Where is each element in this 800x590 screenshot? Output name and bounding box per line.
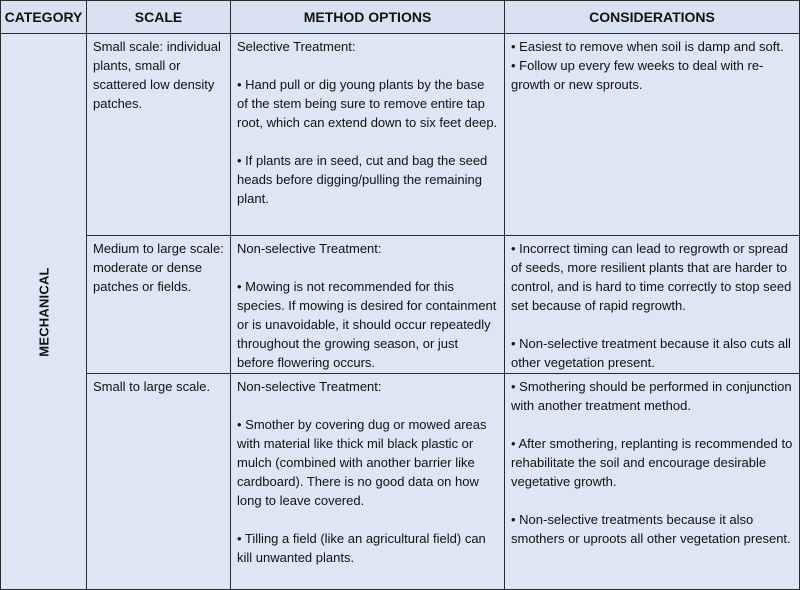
consideration-bullet: • After smothering, replanting is recommended to rehabilitate the soil and encourage desirable vegetative growth. xyxy=(511,436,793,489)
method-bullet: • Smother by covering dug or mowed areas with material like thick mil black plastic or mulch (combined with another barrier like cardboard). There is no good data on how long to leave covered. xyxy=(237,417,487,508)
table-row-2-scale xyxy=(86,235,231,374)
method-heading: Selective Treatment: xyxy=(237,39,356,54)
method-bullet: • If plants are in seed, cut and bag the seed heads before digging/pulling the remaining plant. xyxy=(237,153,488,206)
consideration-bullet: • Non-selective treatments because it also smothers or uproots all other vegetation present. xyxy=(511,512,791,546)
consideration-bullet: • Smothering should be performed in conjunction with another treatment method. xyxy=(511,379,792,413)
method-bullet: • Mowing is not recommended for this species. If mowing is desired for containment or is unavoidable, it should occur repeatedly throughout the growing season, or just before flowering occurs. xyxy=(237,279,497,370)
header-category: CATEGORY xyxy=(0,0,87,34)
table-row-2-method xyxy=(230,235,505,374)
method-heading: Non-selective Treatment: xyxy=(237,241,382,256)
scale-text: Medium to large scale: moderate or dense patches or fields. xyxy=(93,241,224,294)
consideration-bullets: • Easiest to remove when soil is damp and soft. • Follow up every few weeks to deal with re-growth or new sprouts. xyxy=(511,39,784,92)
table-row-3-scale xyxy=(86,373,231,590)
category-cell xyxy=(0,33,87,590)
category-label: MECHANICAL xyxy=(36,266,51,357)
header-considerations: CONSIDERATIONS xyxy=(504,0,800,34)
consideration-bullet: • Non-selective treatment because it also cuts all other vegetation present. xyxy=(511,336,791,370)
table-row-3-considerations xyxy=(504,373,800,590)
scale-text: Small scale: individual plants, small or scattered low density patches. xyxy=(93,39,221,111)
consideration-bullet: • Incorrect timing can lead to regrowth or spread of seeds, more resilient plants that are harder to control, and is hard to time correctly to stop seed set because of rapid regrowth. xyxy=(511,241,792,313)
method-heading: Non-selective Treatment: xyxy=(237,379,382,394)
header-scale: SCALE xyxy=(86,0,231,34)
scale-text: Small to large scale. xyxy=(93,379,211,394)
method-bullet: • Hand pull or dig young plants by the base of the stem being sure to remove entire tap root, which can extend down to six feet deep. xyxy=(237,77,498,130)
table-row-2-considerations xyxy=(504,235,800,374)
table-row-1-scale xyxy=(86,33,231,236)
table-row-3-method xyxy=(230,373,505,590)
table-row-1-method xyxy=(230,33,505,236)
method-bullet: • Tilling a field (like an agricultural field) can kill unwanted plants. xyxy=(237,531,486,565)
table-row-1-considerations xyxy=(504,33,800,236)
header-method-options: METHOD OPTIONS xyxy=(230,0,505,34)
